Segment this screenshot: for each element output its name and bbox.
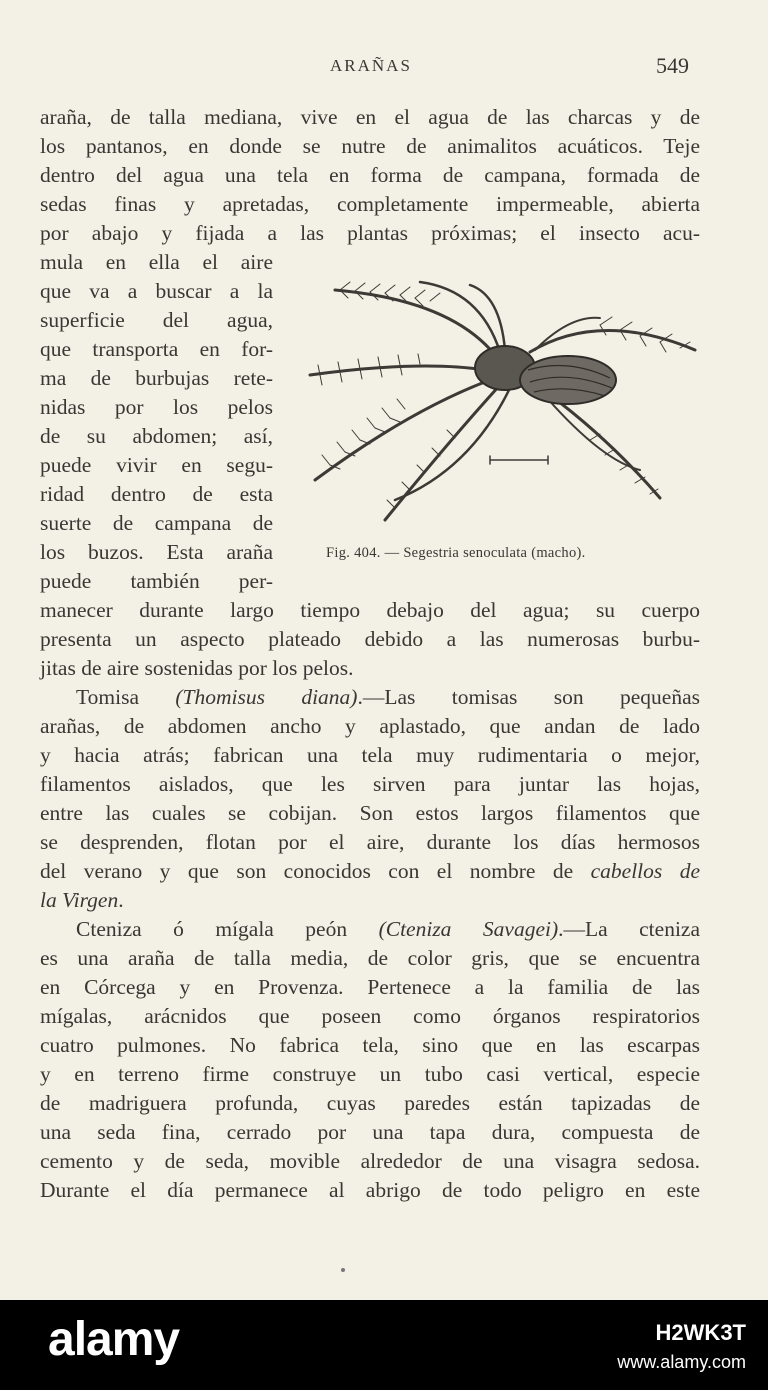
text-line: puede vivir en segu- (40, 453, 273, 477)
text-line (76, 915, 700, 944)
text-line: que va a buscar a la (40, 279, 273, 303)
text-line: puede también per- (40, 569, 273, 593)
emphasis: cabellos de (590, 859, 700, 883)
text-line: mula en ella el aire (40, 250, 273, 274)
text-run: Cteniza ó mígala peón (76, 917, 379, 941)
text-line: dentro del agua una tela en forma de campana, formada de (40, 163, 700, 187)
text-line: arañas, de abdomen ancho y aplastado, que andan de lado (40, 714, 700, 738)
text-line: en Córcega y en Provenza. Pertenece a la familia de las (40, 975, 700, 999)
text-run: .—Las tomisas son pequeñas (357, 685, 700, 709)
text-line: de su abdomen; así, (40, 424, 273, 448)
text-run: del verano y que son conocidos con el nombre de (40, 859, 591, 883)
text-line: es una araña de talla media, de color gris, que se encuentra (40, 946, 700, 970)
spider-illustration (300, 270, 700, 540)
text-run: .—La cteniza (558, 917, 701, 941)
text-line: suerte de campana de (40, 511, 273, 535)
text-line: de madriguera profunda, cuyas paredes están tapizadas de (40, 1091, 700, 1115)
text-line: nidas por los pelos (40, 395, 273, 419)
text-run: . (118, 888, 124, 912)
text-line: jitas de aire sostenidas por los pelos. (40, 656, 354, 680)
text-line: cuatro pulmones. No fabrica tela, sino que en las escarpas (40, 1033, 700, 1057)
image-code: H2WK3T (655, 1320, 746, 1345)
page-number: 549 (656, 53, 689, 78)
text-line: que transporta en for- (40, 337, 273, 361)
text-line: entre las cuales se cobijan. Son estos largos filamentos que (40, 801, 700, 825)
alamy-logo: alamy (48, 1313, 180, 1366)
text-line: los pantanos, en donde se nutre de animalitos acuáticos. Teje (40, 134, 700, 158)
watermark-banner (0, 1300, 768, 1390)
text-line: superficie del agua, (40, 308, 273, 332)
species-name: (Cteniza Savagei) (378, 917, 559, 941)
text-line: manecer durante largo tiempo debajo del agua; su cuerpo (40, 598, 700, 622)
running-head (0, 53, 768, 80)
text-line (40, 886, 700, 915)
text-line: presenta un aspecto plateado debido a las numerosas burbu- (40, 627, 700, 651)
emphasis: la Virgen (40, 888, 119, 912)
text-line: Durante el día permanece al abrigo de todo peligro en este (40, 1178, 700, 1202)
text-line: se desprenden, flotan por el aire, durante los días hermosos (40, 830, 700, 854)
text-line: por abajo y fijada a las plantas próximas; el insecto acu- (40, 221, 700, 245)
figure-caption: Fig. 404. — Segestria senoculata (macho). (326, 545, 586, 561)
text-line: filamentos aislados, que les sirven para juntar las hojas, (40, 772, 700, 796)
print-speck (341, 1268, 345, 1272)
text-line: y en terreno firme construye un tubo casi vertical, especie (40, 1062, 700, 1086)
text-line: araña, de talla mediana, vive en el agua de las charcas y de (40, 105, 700, 129)
text-line: una seda fina, cerrado por una tapa dura, compuesta de (40, 1120, 700, 1144)
species-name: (Thomisus diana) (175, 685, 358, 709)
chapter-title: ARAÑAS (330, 56, 412, 75)
text-line: los buzos. Esta araña (40, 540, 273, 564)
text-line: mígalas, arácnidos que poseen como órganos respiratorios (40, 1004, 700, 1028)
watermark-url: www.alamy.com (617, 1352, 746, 1372)
text-line: y hacia atrás; fabrican una tela muy rudimentaria o mejor, (40, 743, 700, 767)
text-line (40, 857, 700, 886)
text-line: ma de burbujas rete- (40, 366, 273, 390)
text-line: ridad dentro de esta (40, 482, 273, 506)
text-line: sedas finas y apretadas, completamente impermeable, abierta (40, 192, 700, 216)
text-line: cemento y de seda, movible alrededor de una visagra sedosa. (40, 1149, 700, 1173)
text-line (76, 683, 700, 712)
text-run: Tomisa (76, 685, 176, 709)
